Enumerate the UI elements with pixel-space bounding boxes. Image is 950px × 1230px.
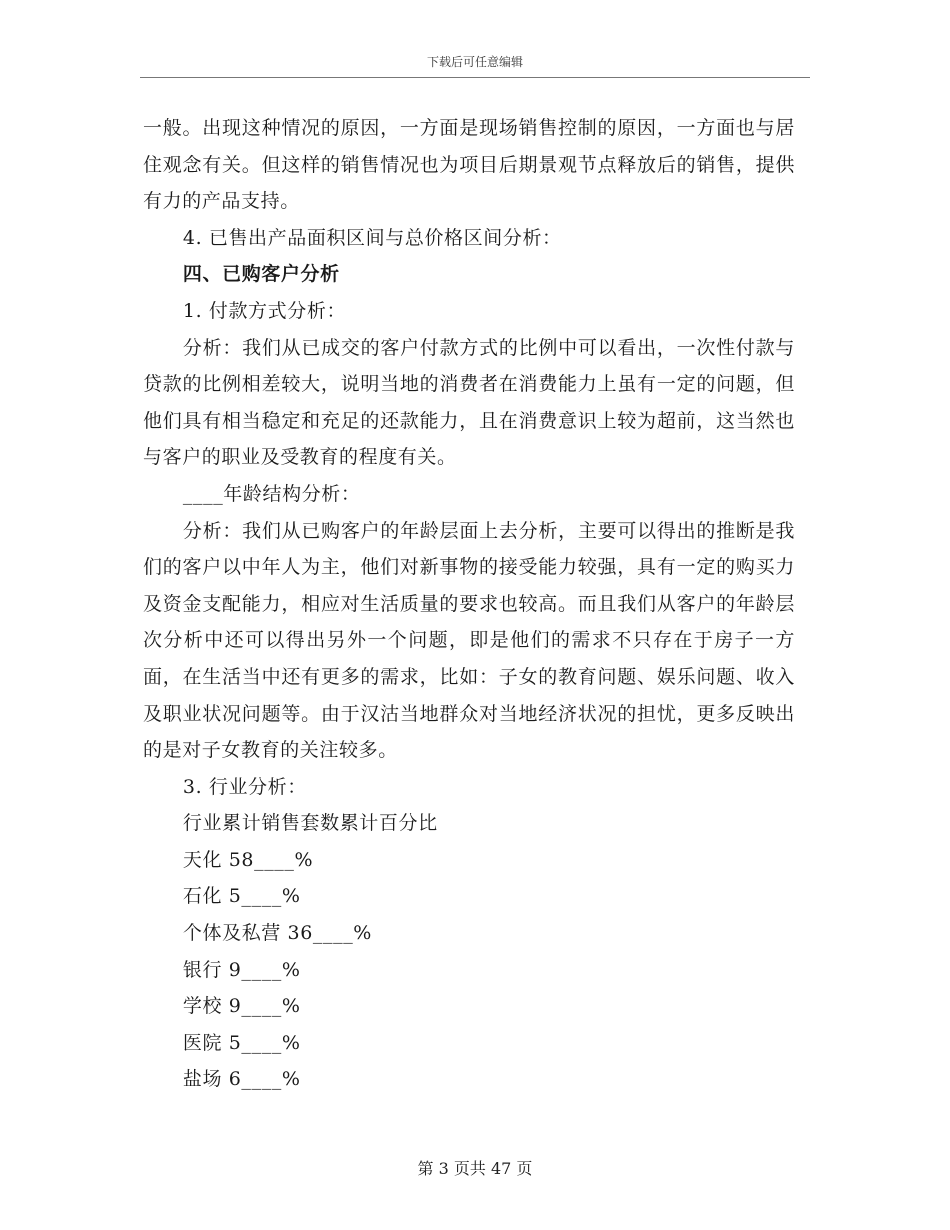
section-heading-customer-analysis: 四、已购客户分析 [182, 263, 340, 286]
document-body [143, 110, 795, 1098]
industry-row: 银行 9____% [182, 958, 301, 981]
industry-row: 盐场 6____% [182, 1068, 301, 1091]
industry-row: 医院 5____% [182, 1031, 301, 1054]
item-payment-analysis: 1. 付款方式分析： [182, 299, 347, 322]
industry-row: 石化 5____% [182, 885, 301, 908]
header-divider [140, 77, 810, 78]
industry-table-header: 行业累计销售套数累计百分比 [182, 812, 438, 835]
item-age-structure: ____年龄结构分析： [182, 482, 361, 505]
item-industry-analysis: 3. 行业分析： [182, 775, 307, 798]
paragraph-payment-analysis: 分析：我们从已成交的客户付款方式的比例中可以看出，一次性付款与贷款的比例相差较大，说明当地的消费者在消费能力上虽有一定的问题，但他们具有相当稳定和充足的还款能力，且在消费意识上较为超前，这当然也与客户的职业及受教育的程度有关。 [143, 336, 795, 469]
industry-row: 学校 9____% [182, 995, 301, 1018]
paragraph-sales-situation: 一般。出现这种情况的原因，一方面是现场销售控制的原因，一方面也与居住观念有关。但这样的销售情况也为项目后期景观节点释放后的销售，提供有力的产品支持。 [143, 117, 795, 213]
industry-row: 天化 58____% [182, 848, 314, 871]
page-header: 下载后可任意编辑 [426, 55, 523, 69]
item-area-price-analysis: 4. 已售出产品面积区间与总价格区间分析： [182, 226, 562, 249]
paragraph-age-analysis: 分析：我们从已购客户的年龄层面上去分析，主要可以得出的推断是我们的客户以中年人为主，他们对新事物的接受能力较强，具有一定的购买力及资金支配能力，相应对生活质量的要求也较高。而且我们从客户的年龄层次分析中还可以得出另外一个问题，即是他们的需求不只存在于房子一方面，在生活当中还有更多的需求，比如：子女的教育问题、娱乐问题、收入及职业状况问题等。由于汉沽当地群众对当地经济状况的担忧，更多反映出的是对子女教育的关注较多。 [143, 519, 795, 762]
page-number: 第 3 页共 47 页 [417, 1159, 533, 1178]
industry-row: 个体及私营 36____% [182, 922, 372, 945]
